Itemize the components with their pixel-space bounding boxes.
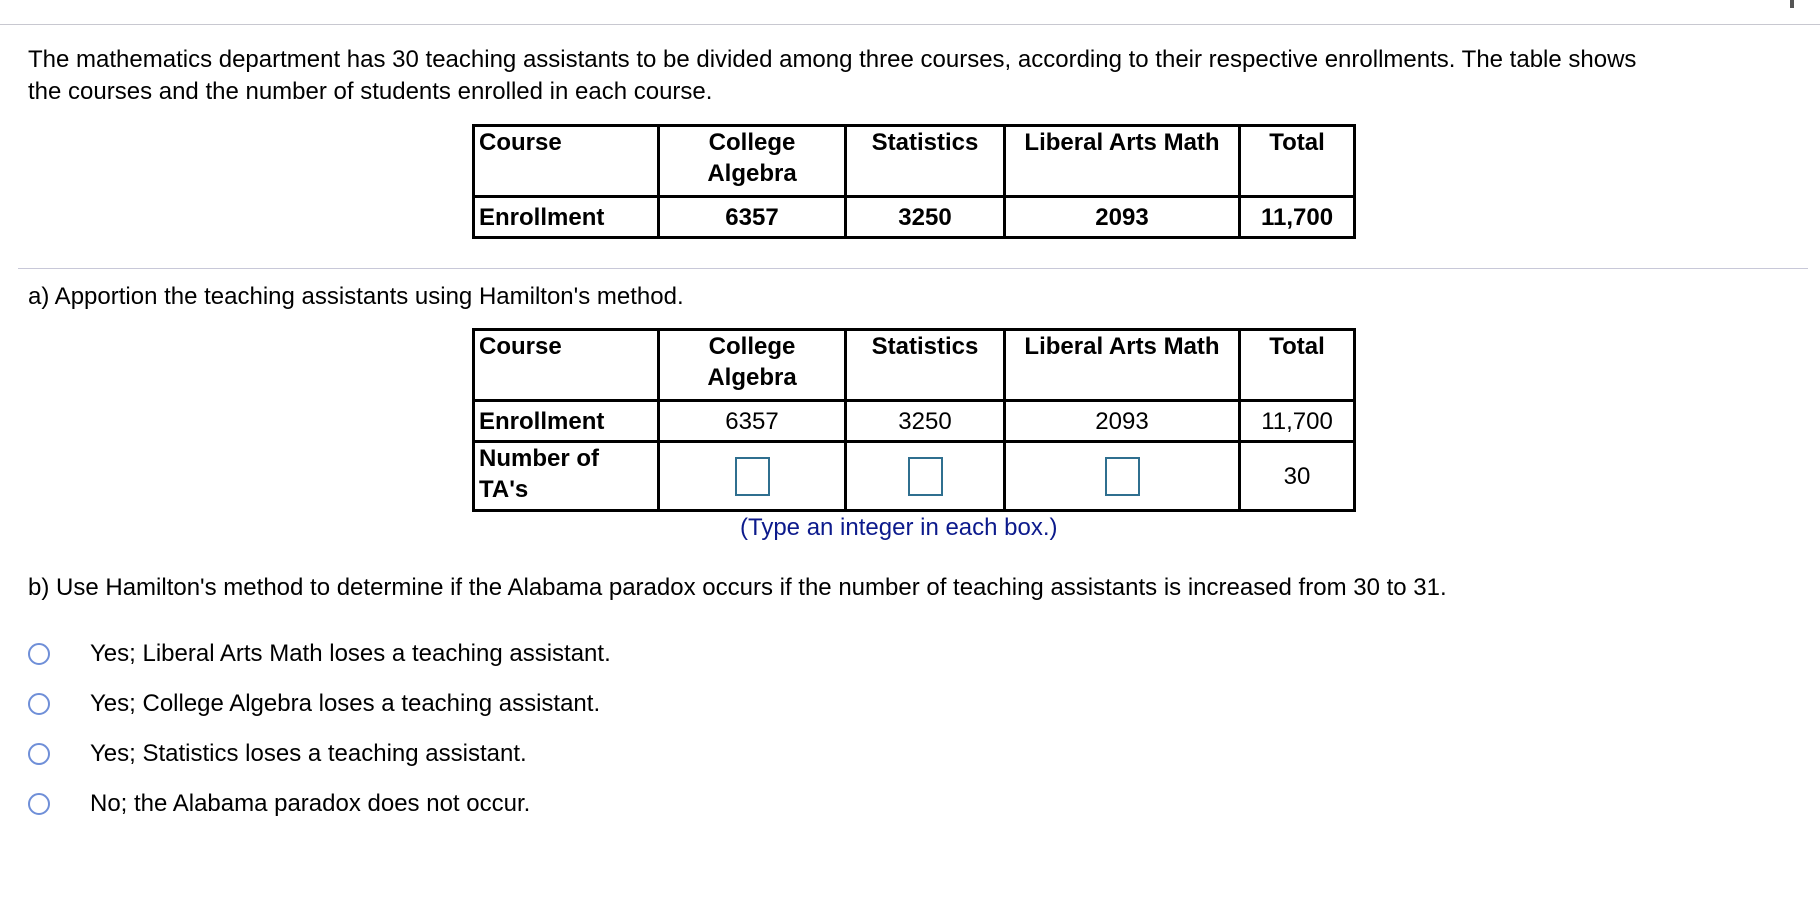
enrollment-liberal-arts-math: 2093 [1005, 401, 1240, 442]
header-liberal-arts-math: Liberal Arts Math [1005, 330, 1240, 401]
problem-statement-line-1: The mathematics department has 30 teaching assistants to be divided among three courses, according to their respective enrollments. The table shows [28, 46, 1637, 73]
header-college-algebra-line-1: College [708, 333, 796, 360]
tas-statistics-cell [846, 442, 1005, 511]
enrollment-total: 11,700 [1240, 401, 1355, 442]
section-divider [18, 268, 1808, 269]
enrollment-total: 11,700 [1240, 197, 1355, 238]
option-label: Yes; Liberal Arts Math loses a teaching assistant. [90, 640, 611, 667]
option-statistics-loses[interactable] [28, 737, 527, 771]
header-college-algebra-line-1: College [708, 129, 796, 156]
enrollment-college-algebra: 6357 [659, 197, 846, 238]
header-statistics: Statistics [846, 330, 1005, 401]
apportionment-table [472, 328, 1356, 512]
enrollment-college-algebra: 6357 [659, 401, 846, 442]
header-college-algebra-line-2: Algebra [707, 364, 797, 391]
table-header-row [474, 126, 1355, 197]
radio-button[interactable] [28, 693, 50, 715]
option-college-algebra-loses[interactable] [28, 687, 600, 721]
tas-liberal-arts-math-input[interactable] [1105, 457, 1140, 496]
radio-button[interactable] [28, 743, 50, 765]
corner-mark [1790, 0, 1794, 8]
enrollment-label: Enrollment [474, 401, 659, 442]
tas-college-algebra-input[interactable] [735, 457, 770, 496]
header-course: Course [474, 126, 659, 197]
problem-statement [28, 44, 1788, 108]
table-row [474, 197, 1355, 238]
radio-button[interactable] [28, 643, 50, 665]
header-college-algebra [659, 126, 846, 197]
option-no-paradox[interactable] [28, 787, 530, 821]
tas-college-algebra-cell [659, 442, 846, 511]
input-hint: (Type an integer in each box.) [740, 514, 1058, 541]
header-total: Total [1240, 126, 1355, 197]
enrollment-statistics: 3250 [846, 197, 1005, 238]
enrollment-liberal-arts-math: 2093 [1005, 197, 1240, 238]
enrollment-statistics: 3250 [846, 401, 1005, 442]
radio-button[interactable] [28, 793, 50, 815]
tas-liberal-arts-math-cell [1005, 442, 1240, 511]
option-label: Yes; Statistics loses a teaching assistant. [90, 740, 527, 767]
table-row [474, 401, 1355, 442]
header-college-algebra [659, 330, 846, 401]
table-row [474, 442, 1355, 511]
part-b-prompt: b) Use Hamilton's method to determine if the Alabama paradox occurs if the number of teaching assistants is increased from 30 to 31. [28, 574, 1447, 601]
tas-label-line-2: TA's [479, 476, 529, 503]
header-liberal-arts-math: Liberal Arts Math [1005, 126, 1240, 197]
top-divider [0, 24, 1820, 25]
tas-statistics-input[interactable] [908, 457, 943, 496]
enrollment-table [472, 124, 1356, 239]
option-liberal-arts-math-loses[interactable] [28, 637, 611, 671]
option-label: No; the Alabama paradox does not occur. [90, 790, 531, 817]
table-header-row [474, 330, 1355, 401]
tas-total: 30 [1240, 442, 1355, 511]
header-course: Course [474, 330, 659, 401]
header-college-algebra-line-2: Algebra [707, 160, 797, 187]
header-statistics: Statistics [846, 126, 1005, 197]
option-label: Yes; College Algebra loses a teaching assistant. [90, 690, 601, 717]
header-total: Total [1240, 330, 1355, 401]
enrollment-label: Enrollment [474, 197, 659, 238]
tas-label [474, 442, 659, 511]
problem-statement-line-2: the courses and the number of students enrolled in each course. [28, 78, 713, 105]
tas-label-line-1: Number of [479, 445, 599, 472]
part-a-prompt: a) Apportion the teaching assistants using Hamilton's method. [28, 283, 684, 310]
